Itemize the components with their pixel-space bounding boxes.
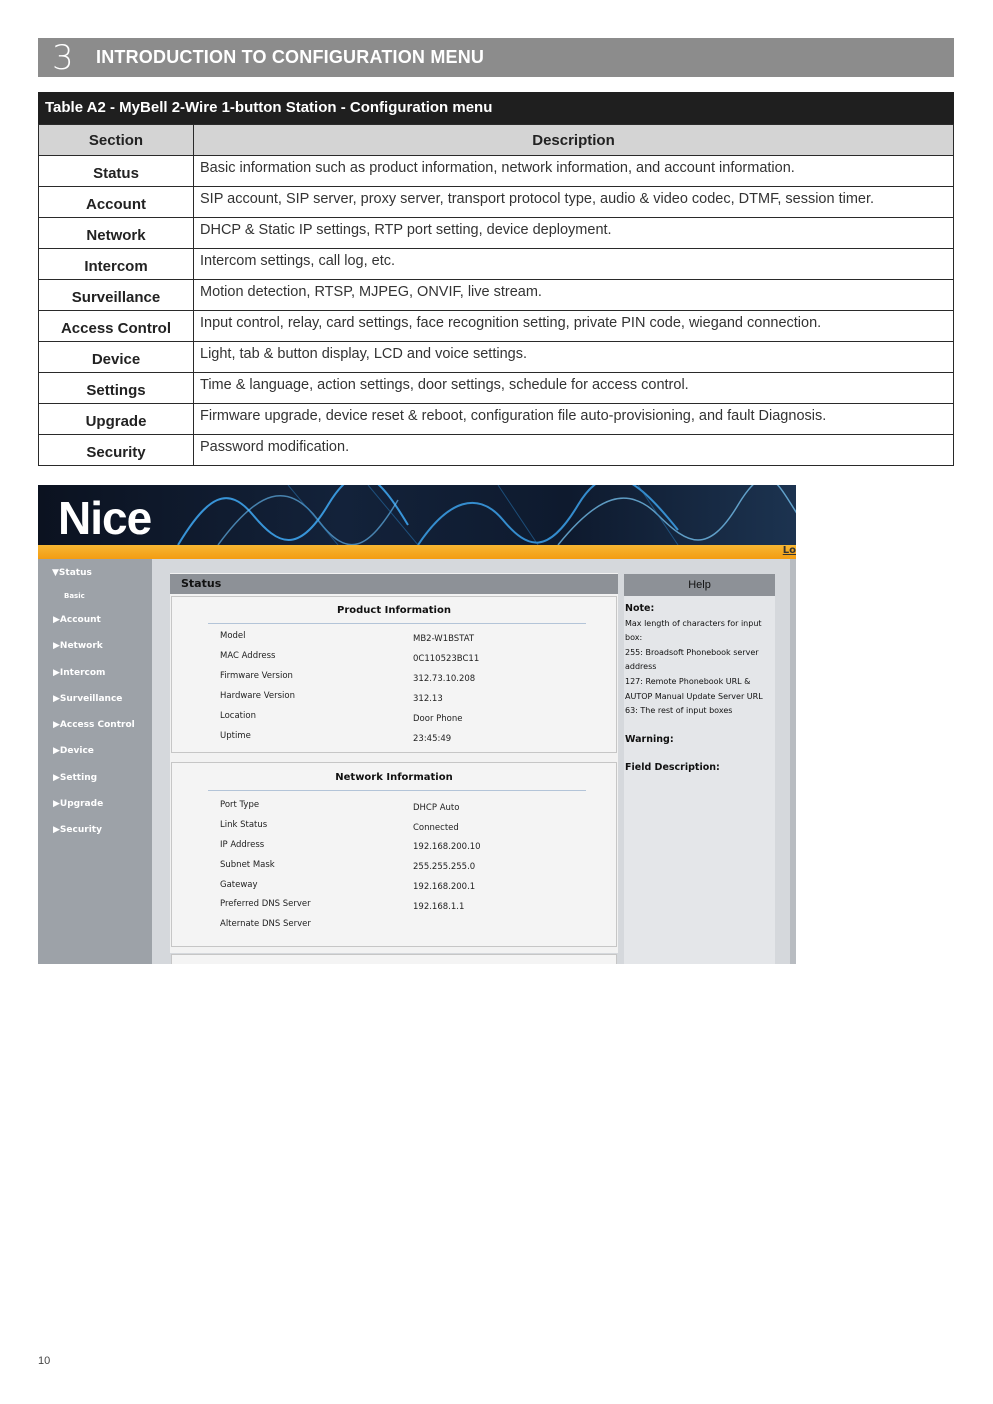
firmware-version-label: Firmware Version xyxy=(220,671,293,681)
table-row xyxy=(39,435,954,466)
port-type-label: Port Type xyxy=(220,800,260,810)
description-cell: Firmware upgrade, device reset & reboot, configuration file auto-provisioning, and fault Diagnosis. xyxy=(194,404,954,435)
logout-link[interactable]: Lo xyxy=(782,545,796,556)
table-row xyxy=(39,156,954,187)
table-row xyxy=(39,218,954,249)
table-row xyxy=(39,342,954,373)
hardware-version-label: Hardware Version xyxy=(220,691,295,701)
model-value: MB2-W1BSTAT xyxy=(413,634,475,644)
section-cell: Network xyxy=(39,218,194,249)
description-cell: DHCP & Static IP settings, RTP port setting, device deployment. xyxy=(194,218,954,249)
ip-address-value: 192.168.200.10 xyxy=(413,842,481,852)
uptime-value: 23:45:49 xyxy=(413,734,452,744)
hardware-version-value: 312.13 xyxy=(413,694,443,704)
description-cell: Intercom settings, call log, etc. xyxy=(194,249,954,280)
help-note-line: AUTOP Manual Update Server URL xyxy=(625,691,763,701)
web-ui-screenshot xyxy=(38,485,796,964)
table-row xyxy=(39,187,954,218)
sidebar xyxy=(38,559,152,964)
sidebar-subitem-basic[interactable]: Basic xyxy=(64,592,85,600)
column-header-section: Section xyxy=(39,125,194,156)
section-cell: Device xyxy=(39,342,194,373)
help-note-line: box: xyxy=(625,633,643,643)
chapter-header xyxy=(38,38,954,77)
help-note-line: 255: Broadsoft Phonebook server xyxy=(625,647,759,657)
description-cell: Input control, relay, card settings, face recognition setting, private PIN code, wiegand connection. xyxy=(194,311,954,342)
section-cell: Access Control xyxy=(39,311,194,342)
help-body xyxy=(625,602,775,776)
help-note-line: Max length of characters for input xyxy=(625,618,762,628)
sidebar-item-security[interactable]: ▶Security xyxy=(53,825,102,835)
table-caption: Table A2 - MyBell 2-Wire 1-button Station - Configuration menu xyxy=(38,92,954,124)
section-cell: Account xyxy=(39,187,194,218)
table-row xyxy=(39,249,954,280)
sidebar-item-access-control[interactable]: ▶Access Control xyxy=(53,720,135,730)
section-cell: Upgrade xyxy=(39,404,194,435)
network-info-divider xyxy=(208,790,586,791)
sidebar-item-network[interactable]: ▶Network xyxy=(53,641,103,651)
section-cell: Security xyxy=(39,435,194,466)
product-info-divider xyxy=(208,623,586,624)
sidebar-item-surveillance[interactable]: ▶Surveillance xyxy=(53,694,123,704)
chapter-number: 3 xyxy=(52,38,74,78)
alternate-dns-label: Alternate DNS Server xyxy=(220,919,311,929)
preferred-dns-label: Preferred DNS Server xyxy=(220,899,311,909)
help-note-line: 63: The rest of input boxes xyxy=(625,706,733,716)
sidebar-item-setting[interactable]: ▶Setting xyxy=(53,773,98,783)
chapter-title: INTRODUCTION TO CONFIGURATION MENU xyxy=(96,47,485,67)
description-cell: Motion detection, RTSP, MJPEG, ONVIF, live stream. xyxy=(194,280,954,311)
product-info-panel xyxy=(171,596,617,753)
section-cell: Surveillance xyxy=(39,280,194,311)
sidebar-item-device[interactable]: ▶Device xyxy=(53,746,94,756)
banner-wave-graphic xyxy=(38,485,796,545)
network-info-panel xyxy=(171,762,617,947)
table-header-row xyxy=(39,125,954,156)
description-cell: Password modification. xyxy=(194,435,954,466)
field-description-label: Field Description: xyxy=(625,762,720,774)
sidebar-item-account[interactable]: ▶Account xyxy=(53,615,101,625)
page-number: 10 xyxy=(38,1355,51,1367)
firmware-version-value: 312.73.10.208 xyxy=(413,674,476,684)
mac-address-label: MAC Address xyxy=(220,651,276,661)
model-label: Model xyxy=(220,631,246,641)
help-note-line: address xyxy=(625,662,657,672)
network-info-title: Network Information xyxy=(335,772,453,783)
location-value: Door Phone xyxy=(413,714,463,724)
description-cell: Time & language, action settings, door settings, schedule for access control. xyxy=(194,373,954,404)
section-cell: Status xyxy=(39,156,194,187)
subnet-mask-value: 255.255.255.0 xyxy=(413,862,476,872)
table-row xyxy=(39,404,954,435)
help-panel xyxy=(624,574,775,964)
sidebar-item-upgrade[interactable]: ▶Upgrade xyxy=(53,799,104,809)
gateway-label: Gateway xyxy=(220,880,258,890)
location-label: Location xyxy=(220,711,256,721)
ip-address-label: IP Address xyxy=(220,840,265,850)
port-type-value: DHCP Auto xyxy=(413,803,460,813)
description-cell: Basic information such as product information, network information, and account information. xyxy=(194,156,954,187)
help-note-line: 127: Remote Phonebook URL & xyxy=(625,676,751,686)
uptime-label: Uptime xyxy=(220,731,251,741)
status-title: Status xyxy=(170,574,618,594)
help-title: Help xyxy=(624,574,775,596)
scrollbar[interactable] xyxy=(790,559,796,964)
sidebar-item-intercom[interactable]: ▶Intercom xyxy=(53,668,106,678)
table-row xyxy=(39,280,954,311)
mac-address-value: 0C110523BC11 xyxy=(413,654,480,664)
sidebar-item-status[interactable]: ▼Status xyxy=(52,568,92,578)
subnet-mask-label: Subnet Mask xyxy=(220,860,275,870)
link-status-label: Link Status xyxy=(220,820,268,830)
section-cell: Settings xyxy=(39,373,194,404)
table-row xyxy=(39,311,954,342)
description-cell: Light, tab & button display, LCD and voice settings. xyxy=(194,342,954,373)
orange-bar xyxy=(38,545,796,559)
description-cell: SIP account, SIP server, proxy server, transport protocol type, audio & video codec, DTMF, session timer. xyxy=(194,187,954,218)
next-panel xyxy=(171,954,617,964)
link-status-value: Connected xyxy=(413,823,459,833)
preferred-dns-value: 192.168.1.1 xyxy=(413,902,465,912)
table-row xyxy=(39,373,954,404)
banner xyxy=(38,485,796,545)
section-cell: Intercom xyxy=(39,249,194,280)
note-label: Note: xyxy=(625,603,655,614)
nice-logo: Nice xyxy=(58,492,152,544)
config-table xyxy=(38,92,954,466)
product-info-title: Product Information xyxy=(337,605,451,616)
column-header-description: Description xyxy=(194,125,954,156)
warning-label: Warning: xyxy=(625,733,674,745)
gateway-value: 192.168.200.1 xyxy=(413,882,476,892)
